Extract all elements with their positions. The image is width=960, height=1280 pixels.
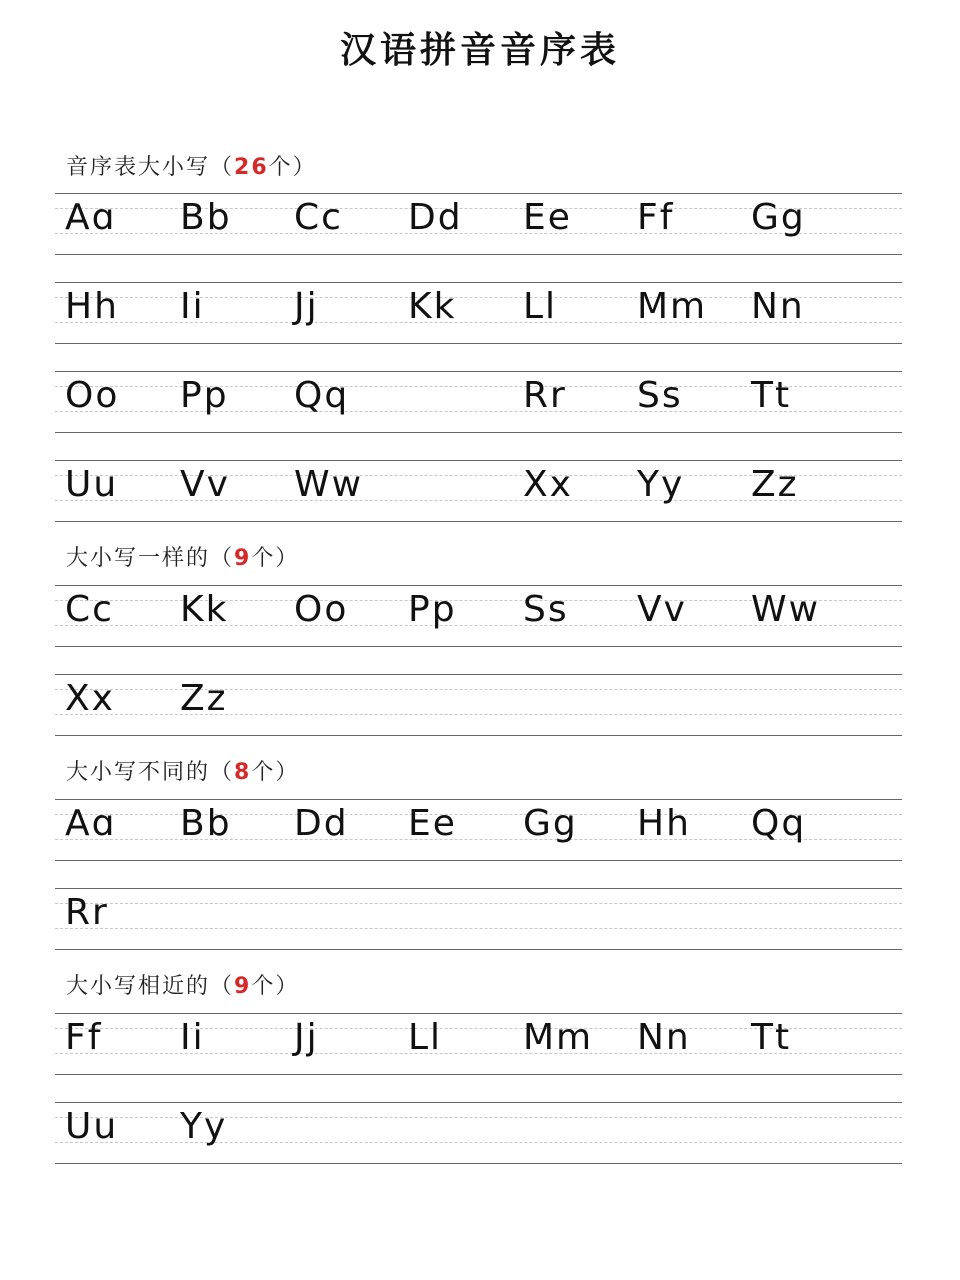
letter-pair: Bb [180,197,232,238]
letter-pair: Kk [180,589,229,630]
letter-pair: Uu [65,464,119,505]
writing-row [55,888,902,949]
solid-guide-line [55,585,902,586]
solid-guide-line [55,193,902,194]
letter-pair: Cc [65,589,114,630]
section-title [66,150,317,181]
section-title [66,755,299,786]
solid-guide-line [55,343,902,344]
section-suffix: 个） [268,155,317,180]
solid-guide-line [55,1013,902,1014]
section-count: 9 [234,546,252,571]
letter-pair: Oo [294,589,349,630]
dashed-guide-line [55,928,902,929]
letter-pair: Yy [637,464,685,505]
solid-guide-line [55,432,902,433]
solid-guide-line [55,949,902,950]
letter-pair: Vv [180,464,230,505]
solid-guide-line [55,799,902,800]
solid-guide-line [55,521,902,522]
letter-pair: Gg [523,803,578,844]
letter-pair: Hh [65,286,119,327]
letter-pair: Ee [523,197,572,238]
letter-pair: Ee [408,803,457,844]
letter-pair: Ll [408,1017,443,1058]
solid-guide-line [55,860,902,861]
section-title [66,969,299,1000]
letter-pair: Rr [523,375,567,416]
section-count: 8 [234,760,252,785]
letter-pair: Qq [751,803,807,844]
letter-pair: Ss [637,375,683,416]
writing-row [55,1102,902,1163]
letter-pair: Nn [637,1017,691,1058]
section-label: 大小写一样的（ [66,546,235,571]
writing-row [55,799,902,860]
section-label: 音序表大小写（ [66,155,235,180]
letter-pair: Mm [637,286,708,327]
letter-pair: Hh [637,803,691,844]
section-label: 大小写不同的（ [66,760,235,785]
letter-pair: Bb [180,803,232,844]
section-suffix: 个） [251,546,300,571]
letter-pair: Gg [751,197,806,238]
letter-pair: Uu [65,1106,119,1147]
letter-pair: Ww [294,464,364,505]
letter-pair: Ii [180,1017,205,1058]
letter-pair: Nn [751,286,805,327]
letter-pair: Dd [294,803,349,844]
letter-pair: Xx [65,678,115,719]
writing-row [55,674,902,735]
solid-guide-line [55,888,902,889]
solid-guide-line [55,371,902,372]
letter-pair: Cc [294,197,343,238]
letter-pair: Pp [408,589,457,630]
letter-pair: Xx [523,464,573,505]
writing-row [55,1013,902,1074]
letter-pair: Oo [65,375,120,416]
solid-guide-line [55,674,902,675]
letter-pair: Mm [523,1017,594,1058]
letter-pair: Zz [751,464,799,505]
writing-row [55,371,902,432]
letter-pair: Vv [637,589,687,630]
letter-pair: Pp [180,375,229,416]
letter-pair: Ii [180,286,205,327]
letter-pair: Tt [751,375,792,416]
solid-guide-line [55,1102,902,1103]
solid-guide-line [55,1074,902,1075]
page-title: 汉语拼音音序表 [339,29,620,71]
solid-guide-line [55,254,902,255]
writing-row [55,282,902,343]
letter-pair: Yy [180,1106,228,1147]
letter-pair: Kk [408,286,457,327]
section-title [66,541,299,572]
section-label: 大小写相近的（ [66,974,235,999]
letter-pair: Aɑ [65,803,117,844]
section-suffix: 个） [251,760,300,785]
letter-pair: Ff [65,1017,103,1058]
letter-pair: Tt [751,1017,792,1058]
solid-guide-line [55,460,902,461]
letter-pair: Jj [294,1017,319,1058]
writing-row [55,193,902,254]
letter-pair: Rr [65,892,109,933]
solid-guide-line [55,735,902,736]
writing-row [55,585,902,646]
letter-pair: Ss [523,589,569,630]
solid-guide-line [55,282,902,283]
solid-guide-line [55,646,902,647]
letter-pair: Jj [294,286,319,327]
letter-pair: Ww [751,589,821,630]
letter-pair: Zz [180,678,228,719]
section-count: 9 [234,974,252,999]
writing-row [55,460,902,521]
letter-pair: Qq [294,375,350,416]
solid-guide-line [55,1163,902,1164]
letter-pair: Dd [408,197,463,238]
letter-pair: Ff [637,197,675,238]
section-suffix: 个） [251,974,300,999]
letter-pair: Aɑ [65,197,117,238]
dashed-guide-line [55,903,902,904]
section-count: 26 [234,155,269,180]
letter-pair: Ll [523,286,558,327]
